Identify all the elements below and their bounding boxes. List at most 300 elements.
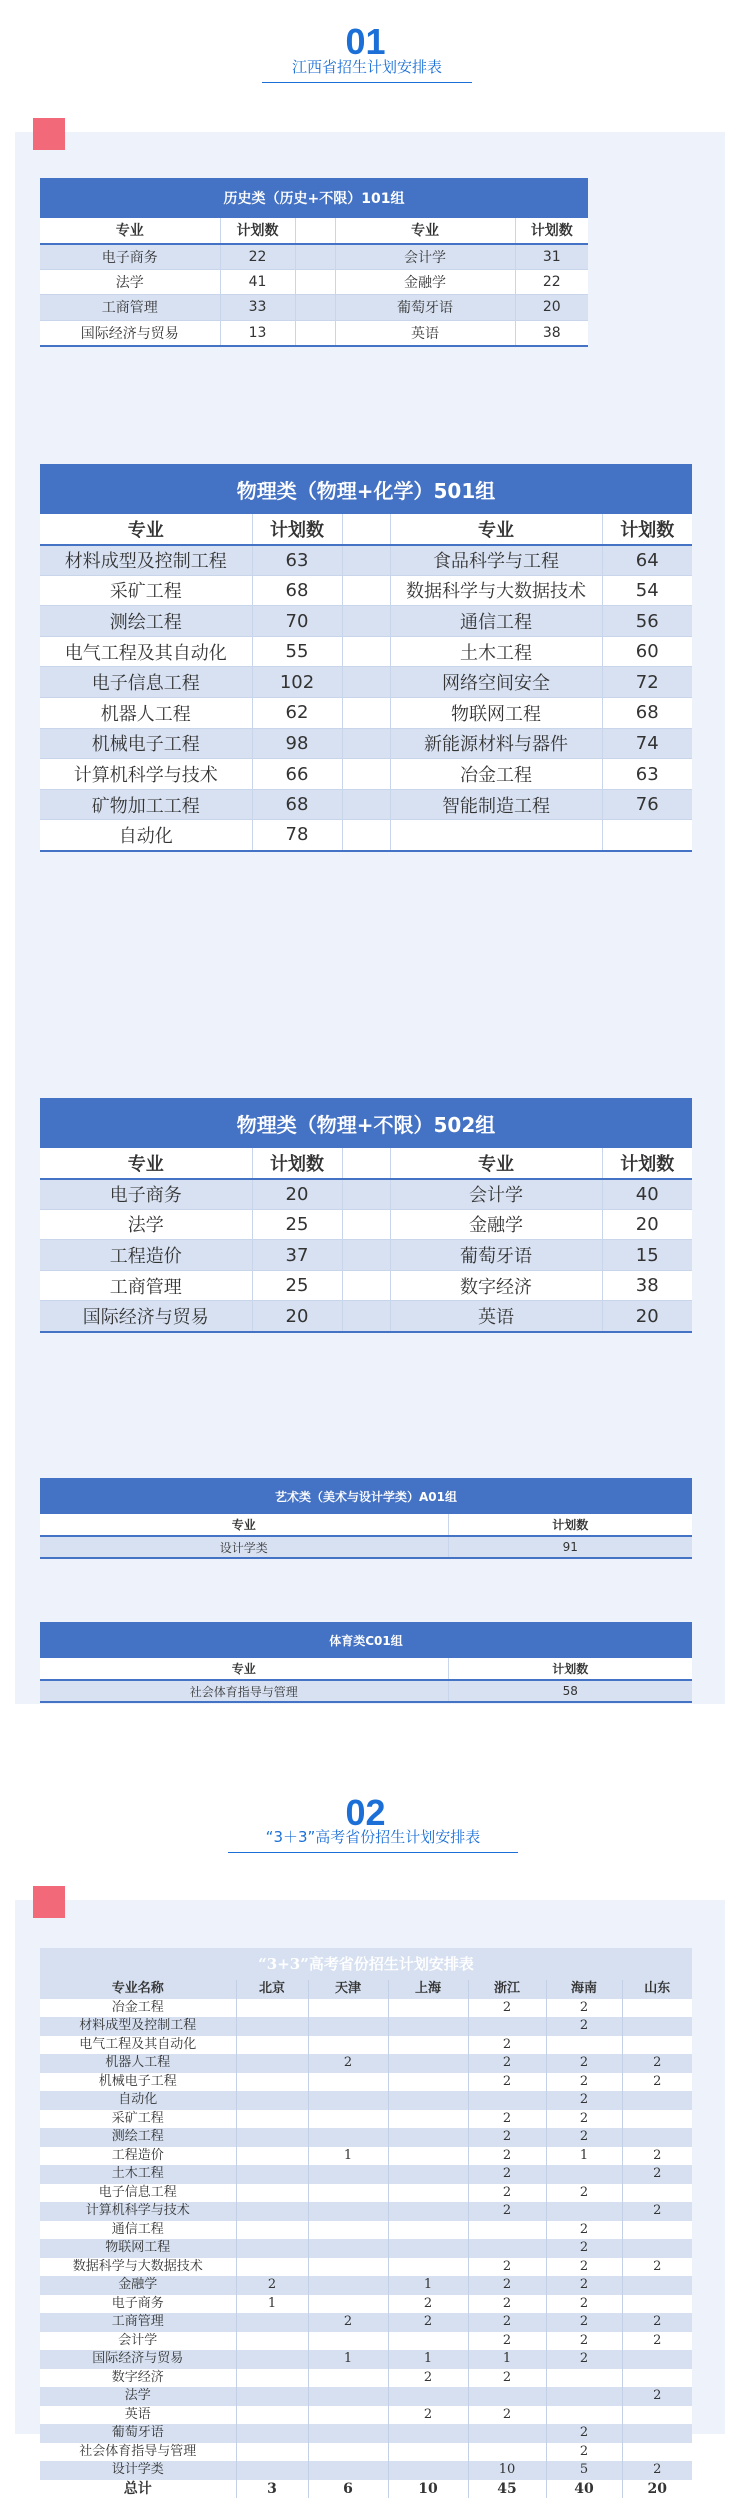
table-cell: 2: [388, 2295, 468, 2314]
table-row: [40, 2313, 692, 2332]
table-cell: 设计学类: [40, 1536, 448, 1558]
table-row: [40, 1209, 692, 1240]
column-header: 专业: [390, 514, 602, 545]
table-cell: 电子商务: [40, 244, 220, 270]
table-cell: 2: [622, 2461, 692, 2480]
table-cell: 工商管理: [40, 295, 220, 321]
table-cell: 2: [468, 2313, 546, 2332]
table-row: [40, 2147, 692, 2166]
table-cell: 2: [468, 2036, 546, 2055]
table-row: [40, 2276, 692, 2295]
table-title: 历史类（历史+不限）101组: [40, 178, 588, 218]
table-cell: [388, 2258, 468, 2277]
table-cell: 会计学: [40, 2332, 236, 2351]
table-cell: 102: [252, 667, 342, 698]
table-cell: 英语: [390, 1301, 602, 1332]
table-cell: 2: [622, 2258, 692, 2277]
table-row: [40, 545, 692, 576]
table-cell: 22: [220, 244, 295, 270]
table-cell: 机械电子工程: [40, 728, 252, 759]
table-header-row: [40, 1980, 692, 1999]
table-row: [40, 2017, 692, 2036]
table-cell: 2: [546, 2258, 622, 2277]
table-cell: 2: [546, 2073, 622, 2092]
section-title-01: [262, 56, 472, 78]
table-cell: 电子信息工程: [40, 2184, 236, 2203]
table-row: [40, 698, 692, 729]
table-cell: [468, 2091, 546, 2110]
table-cell: [388, 2443, 468, 2462]
table-cell: [342, 820, 390, 851]
table-cell: [622, 2276, 692, 2295]
table-cell: 54: [602, 575, 692, 606]
table-cell: [236, 2461, 308, 2480]
table-cell: 2: [388, 2313, 468, 2332]
table-cell: [308, 2017, 388, 2036]
table-cell: [388, 2073, 468, 2092]
column-header: 专业: [40, 1514, 448, 1536]
table-cell: [308, 2165, 388, 2184]
table-cell: 2: [468, 2202, 546, 2221]
table-cell: 2: [546, 2184, 622, 2203]
table-cell: [388, 2110, 468, 2129]
table-cell: [546, 2406, 622, 2425]
table-row: [40, 295, 588, 321]
table-cell: [622, 2406, 692, 2425]
table-cell: [308, 2424, 388, 2443]
table-cell: 1: [546, 2147, 622, 2166]
table-row: [40, 269, 588, 295]
table-cell: 22: [515, 269, 588, 295]
total-row: [40, 2480, 692, 2498]
table-cell: 76: [602, 789, 692, 820]
table-cell: [622, 2350, 692, 2369]
table-cell: 智能制造工程: [390, 789, 602, 820]
table-cell: [236, 1999, 308, 2018]
column-header: 计划数: [602, 514, 692, 545]
table-cell: [468, 2221, 546, 2240]
table-cell: 2: [468, 2258, 546, 2277]
table-cell: 会计学: [390, 1179, 602, 1210]
total-cell: 45: [468, 2480, 546, 2498]
table-cell: [308, 2387, 388, 2406]
table-row: [40, 2461, 692, 2480]
section-title-02: [228, 1826, 518, 1848]
table-title: 物理类（物理+不限）502组: [40, 1098, 692, 1148]
table-row: [40, 2350, 692, 2369]
table-cell: [236, 2110, 308, 2129]
table-row: [40, 789, 692, 820]
table-cell: 食品科学与工程: [390, 545, 602, 576]
column-header: 专业: [40, 1148, 252, 1179]
table-cell: [622, 2184, 692, 2203]
table-cell: 31: [515, 244, 588, 270]
table-header-row: [40, 1658, 692, 1680]
table-cell: [342, 575, 390, 606]
table-cell: [236, 2350, 308, 2369]
table-cell: 37: [252, 1240, 342, 1271]
table-cell: [622, 2443, 692, 2462]
table-cell: 1: [308, 2350, 388, 2369]
table-cell: 2: [468, 2110, 546, 2129]
table-cell: 2: [468, 2128, 546, 2147]
table-header-row: [40, 1148, 692, 1179]
column-header: 专业: [40, 218, 220, 244]
table-cell: [342, 1240, 390, 1271]
table-row: [40, 1240, 692, 1271]
table-cell: 56: [602, 606, 692, 637]
table-title: “3+3”高考省份招生计划安排表: [40, 1948, 692, 1980]
table-cell: 2: [546, 2221, 622, 2240]
table-cell: [622, 2128, 692, 2147]
table-cell: 土木工程: [40, 2165, 236, 2184]
table-row: [40, 2073, 692, 2092]
table-cell: 15: [602, 1240, 692, 1271]
column-header: 浙江: [468, 1980, 546, 1999]
table-cell: 国际经济与贸易: [40, 2350, 236, 2369]
table-cell: 2: [388, 2369, 468, 2388]
table-cell: 38: [515, 320, 588, 346]
table-cell: [342, 1270, 390, 1301]
table-cell: 70: [252, 606, 342, 637]
table-cell: 网络空间安全: [390, 667, 602, 698]
table-cell: 国际经济与贸易: [40, 320, 220, 346]
section-number-02: 02: [0, 1793, 731, 1833]
table-cell: 法学: [40, 1209, 252, 1240]
table-row: [40, 2239, 692, 2258]
table-row: [40, 1999, 692, 2018]
table-cell: [308, 2110, 388, 2129]
table-cell: 1: [308, 2147, 388, 2166]
table-cell: 2: [546, 2276, 622, 2295]
column-header: 专业: [40, 514, 252, 545]
table-cell: [388, 2184, 468, 2203]
table-cell: [308, 2073, 388, 2092]
table-cell: 2: [468, 2295, 546, 2314]
table-cell: 13: [220, 320, 295, 346]
table-header-row: [40, 514, 692, 545]
table-cell: [308, 2128, 388, 2147]
table-cell: 10: [468, 2461, 546, 2480]
table-cell: 2: [468, 2184, 546, 2203]
table-cell: 2: [622, 2332, 692, 2351]
column-header: 专业名称: [40, 1980, 236, 1999]
table-title: 艺术类（美术与设计学类）A01组: [40, 1478, 692, 1514]
total-cell: 10: [388, 2480, 468, 2498]
table-cell: 社会体育指导与管理: [40, 2443, 236, 2462]
table-cell: 2: [468, 2276, 546, 2295]
table-cell: 1: [468, 2350, 546, 2369]
column-header: 专业: [335, 218, 515, 244]
table-cell: 2: [468, 2054, 546, 2073]
column-header: 上海: [388, 1980, 468, 1999]
table-cell: 2: [546, 2017, 622, 2036]
table-row: [40, 2369, 692, 2388]
table-row: [40, 2165, 692, 2184]
table-cell: [236, 2054, 308, 2073]
table-cell: 2: [468, 2406, 546, 2425]
table-cell: 机器人工程: [40, 2054, 236, 2073]
table-row: [40, 2332, 692, 2351]
table-cell: [622, 2091, 692, 2110]
table-row: [40, 320, 588, 346]
table-cell: [388, 2165, 468, 2184]
table-row: [40, 667, 692, 698]
table-cell: 国际经济与贸易: [40, 1301, 252, 1332]
table-row: [40, 728, 692, 759]
table-cell: 98: [252, 728, 342, 759]
table-cell: 工程造价: [40, 1240, 252, 1271]
table-cell: 电子商务: [40, 1179, 252, 1210]
table-cell: [308, 2276, 388, 2295]
table-cell: 2: [308, 2054, 388, 2073]
table-row: [40, 2424, 692, 2443]
table-cell: 通信工程: [40, 2221, 236, 2240]
column-header: 计划数: [252, 514, 342, 545]
table-cell: [622, 2295, 692, 2314]
table-cell: [236, 2036, 308, 2055]
table-cell: 62: [252, 698, 342, 729]
table-cell: 数据科学与大数据技术: [40, 2258, 236, 2277]
table-cell: 2: [622, 2387, 692, 2406]
table-cell: 41: [220, 269, 295, 295]
table-cell: [468, 2017, 546, 2036]
table-cell: 电气工程及其自动化: [40, 636, 252, 667]
table-physics-any-502: [40, 1098, 692, 1333]
table-cell: 2: [622, 2313, 692, 2332]
table-cell: 58: [448, 1680, 692, 1702]
table-cell: 33: [220, 295, 295, 321]
table-cell: [622, 2036, 692, 2055]
table-cell: 2: [546, 2424, 622, 2443]
table-cell: 法学: [40, 269, 220, 295]
table-row: [40, 2128, 692, 2147]
table-cell: [546, 2369, 622, 2388]
table-cell: [546, 2202, 622, 2221]
table-cell: 通信工程: [390, 606, 602, 637]
table-cell: 电气工程及其自动化: [40, 2036, 236, 2055]
column-header: [342, 1148, 390, 1179]
table-cell: [295, 320, 335, 346]
table-cell: [388, 2147, 468, 2166]
table-cell: [622, 2369, 692, 2388]
table-cell: 55: [252, 636, 342, 667]
table-cell: 自动化: [40, 2091, 236, 2110]
table-cell: [342, 728, 390, 759]
table-cell: [342, 545, 390, 576]
table-cell: 数据科学与大数据技术: [390, 575, 602, 606]
table-cell: [308, 2239, 388, 2258]
table-cell: 2: [622, 2054, 692, 2073]
table-cell: [308, 2091, 388, 2110]
table-cell: [295, 269, 335, 295]
total-cell: 6: [308, 2480, 388, 2498]
table-cell: [622, 2017, 692, 2036]
table-cell: 20: [515, 295, 588, 321]
table-cell: 2: [546, 2443, 622, 2462]
table-cell: 60: [602, 636, 692, 667]
decor-square: [33, 118, 65, 150]
table-cell: [236, 2424, 308, 2443]
table-cell: 72: [602, 667, 692, 698]
table-cell: 2: [546, 1999, 622, 2018]
table-cell: 20: [602, 1301, 692, 1332]
table-cell: 2: [622, 2147, 692, 2166]
table-cell: 2: [622, 2165, 692, 2184]
table-cell: 20: [602, 1209, 692, 1240]
table-cell: 社会体育指导与管理: [40, 1680, 448, 1702]
table-cell: 68: [252, 575, 342, 606]
table-row: [40, 2184, 692, 2203]
table-cell: [468, 2387, 546, 2406]
table-cell: 英语: [335, 320, 515, 346]
table-cell: 机器人工程: [40, 698, 252, 729]
column-header: 天津: [308, 1980, 388, 1999]
table-cell: [390, 820, 602, 851]
table-row: [40, 2091, 692, 2110]
table-cell: [236, 2017, 308, 2036]
table-cell: [388, 2332, 468, 2351]
table-cell: 78: [252, 820, 342, 851]
total-cell: 3: [236, 2480, 308, 2498]
table-cell: [602, 820, 692, 851]
table-cell: [388, 2017, 468, 2036]
column-header: 专业: [390, 1148, 602, 1179]
table-cell: 1: [388, 2350, 468, 2369]
table-cell: 工商管理: [40, 2313, 236, 2332]
table-row: [40, 759, 692, 790]
table-cell: [236, 2147, 308, 2166]
table-cell: 金融学: [40, 2276, 236, 2295]
table-cell: [308, 2332, 388, 2351]
table-cell: [236, 2258, 308, 2277]
table-cell: 工商管理: [40, 1270, 252, 1301]
table-cell: 金融学: [390, 1209, 602, 1240]
table-cell: [308, 2258, 388, 2277]
table-cell: [308, 2036, 388, 2055]
table-cell: [308, 2406, 388, 2425]
table-cell: [308, 2461, 388, 2480]
table-cell: 2: [546, 2239, 622, 2258]
table-row: [40, 1536, 692, 1558]
table-cell: 采矿工程: [40, 2110, 236, 2129]
table-header-row: [40, 1514, 692, 1536]
table-history-101: [40, 178, 588, 347]
table-cell: 葡萄牙语: [390, 1240, 602, 1271]
table-cell: 材料成型及控制工程: [40, 545, 252, 576]
table-cell: 2: [546, 2350, 622, 2369]
table-cell: 91: [448, 1536, 692, 1558]
table-cell: 新能源材料与器件: [390, 728, 602, 759]
table-cell: [308, 2295, 388, 2314]
table-cell: [622, 2110, 692, 2129]
table-cell: [342, 1301, 390, 1332]
table-row: [40, 2110, 692, 2129]
table-cell: [546, 2387, 622, 2406]
table-cell: [295, 295, 335, 321]
table-header-row: [40, 218, 588, 244]
table-art-A01: [40, 1478, 692, 1559]
table-cell: 1: [236, 2295, 308, 2314]
table-cell: [388, 2424, 468, 2443]
table-cell: 63: [602, 759, 692, 790]
table-cell: 2: [308, 2313, 388, 2332]
table-cell: [546, 2036, 622, 2055]
table-cell: 葡萄牙语: [40, 2424, 236, 2443]
table-cell: [342, 636, 390, 667]
table-cell: 材料成型及控制工程: [40, 2017, 236, 2036]
table-sports-C01: [40, 1622, 692, 1703]
column-header: 计划数: [448, 1514, 692, 1536]
table-cell: [622, 2221, 692, 2240]
table-cell: [468, 2424, 546, 2443]
table-cell: 2: [546, 2128, 622, 2147]
table-cell: [295, 244, 335, 270]
table-cell: [342, 1209, 390, 1240]
table-cell: 25: [252, 1270, 342, 1301]
table-cell: [236, 2369, 308, 2388]
table-cell: 土木工程: [390, 636, 602, 667]
table-physics-chem-501: [40, 464, 692, 852]
table-cell: [388, 2221, 468, 2240]
table-cell: 采矿工程: [40, 575, 252, 606]
table-cell: [342, 698, 390, 729]
total-cell: 总计: [40, 2480, 236, 2498]
table-cell: 2: [546, 2091, 622, 2110]
table-cell: [236, 2443, 308, 2462]
column-header: 山东: [622, 1980, 692, 1999]
table-cell: 机械电子工程: [40, 2073, 236, 2092]
table-cell: [308, 2202, 388, 2221]
table-row: [40, 2221, 692, 2240]
table-cell: [388, 2461, 468, 2480]
table-cell: 20: [252, 1301, 342, 1332]
table-row: [40, 1179, 692, 1210]
table-cell: [388, 2036, 468, 2055]
table-cell: 2: [546, 2295, 622, 2314]
table-row: [40, 2443, 692, 2462]
table-cell: 2: [546, 2110, 622, 2129]
table-cell: 20: [252, 1179, 342, 1210]
table-row: [40, 2295, 692, 2314]
table-cell: 物联网工程: [390, 698, 602, 729]
table-cell: 68: [602, 698, 692, 729]
table-cell: 2: [236, 2276, 308, 2295]
table-cell: 2: [468, 1999, 546, 2018]
table-cell: 2: [468, 2165, 546, 2184]
table-cell: 冶金工程: [40, 1999, 236, 2018]
table-row: [40, 2387, 692, 2406]
column-header: 计划数: [515, 218, 588, 244]
section-title-text: 江西省招生计划安排表: [292, 58, 442, 76]
table-cell: [342, 1179, 390, 1210]
table-cell: 2: [546, 2332, 622, 2351]
table-row: [40, 2202, 692, 2221]
table-cell: [308, 2184, 388, 2203]
table-cell: 自动化: [40, 820, 252, 851]
table-cell: 测绘工程: [40, 606, 252, 637]
table-cell: 63: [252, 545, 342, 576]
section-panel-01: [15, 132, 725, 1704]
table-cell: [236, 2073, 308, 2092]
table-cell: [308, 2221, 388, 2240]
table-cell: 数字经济: [390, 1270, 602, 1301]
table-cell: [342, 606, 390, 637]
table-cell: 40: [602, 1179, 692, 1210]
table-cell: 66: [252, 759, 342, 790]
table-cell: [236, 2202, 308, 2221]
table-cell: 2: [546, 2313, 622, 2332]
